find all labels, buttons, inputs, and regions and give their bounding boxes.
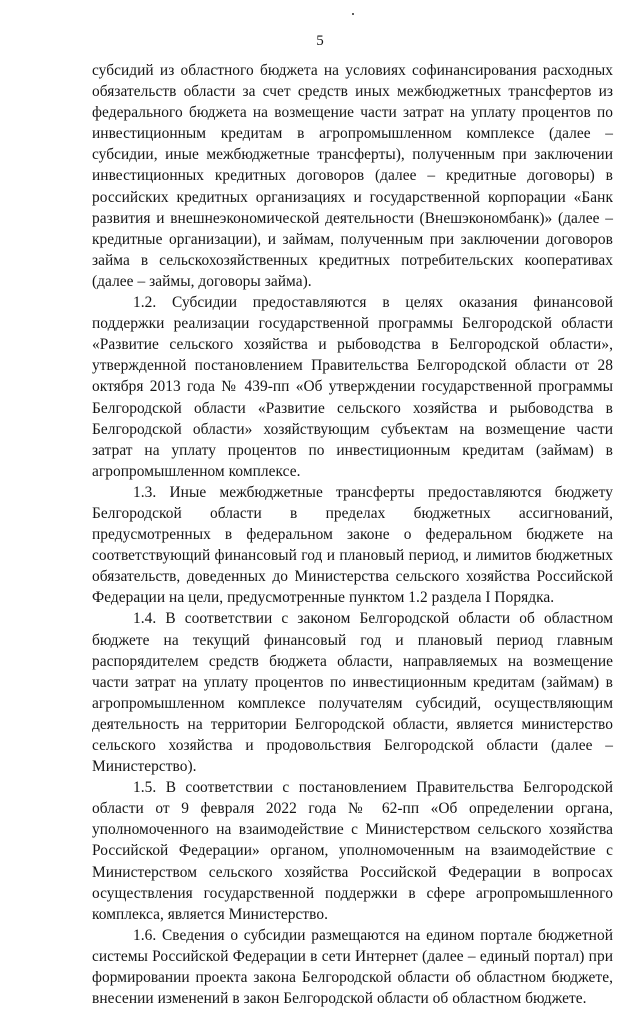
paragraph-1-6: 1.6. Сведения о субсидии размещаются на едином портале бюджетной системы Российской Федерации в сети Интернет (далее – единый портал) при формировании проекта закона Белгородской области об областном бюджете, внесении изменений в закон Белгородской области об областном бюджете. [92,926,613,1008]
scan-speck [352,13,354,15]
paragraph-1-2: 1.2. Субсидии предоставляются в целях оказания финансовой поддержки реализации государственной программы Белгородской области «Развитие сельского хозяйства и рыбоводства в Белгородской области», утвержденной постановлением Правительства Белгородской области от 28 октября 2013 года № 439-пп «Об утверждении государственной программы Белгородской области «Развитие сельского хозяйства и рыбоводства в Белгородской области» хозяйствующим субъектам на возмещение части затрат на уплату процентов по инвестиционным кредитам (займам) в агропромышленном комплексе. [92,294,613,480]
paragraph-1-1-continuation: субсидий из областного бюджета на условиях софинансирования расходных обязательств области за счет средств иных межбюджетных трансфертов из федерального бюджета на возмещение части затрат на уплату процентов по инвестиционным кредитам в агропромышленном комплексе (далее – субсидии, иные межбюджетные трансферты), полученным при заключении инвестиционных кредитных договоров (далее – кредитные договоры) в российских кредитных организациях и государственной корпорации «Банк развития и внешнеэкономической деятельности (Внешэкономбанк)» (далее – кредитные организации), и займам, полученным при заключении договоров займа в сельскохозяйственных кредитных потребительских кооперативах (далее – займы, договоры займа). [92,62,613,290]
paragraph-1-5: 1.5. В соответствии с постановлением Правительства Белгородской области от 9 февраля 2022 года № 62-пп «Об определении органа, уполномоченного на взаимодействие с Министерством сельского хозяйства Российской Федерации» органом, уполномоченным на взаимодействие с Министерством сельского хозяйства Российской Федерации в вопросах осуществления государственной поддержки в сфере агропромышленного комплекса, является Министерство. [92,779,613,923]
paragraph-1-4: 1.4. В соответствии с законом Белгородской области об областном бюджете на текущий финансовый год и плановый период главным распорядителем средств бюджета области, направляемых на возмещение части затрат на уплату процентов по инвестиционным кредитам (займам) в агропромышленном комплексе получателям субсидий, осуществляющим деятельность на территории Белгородской области, является министерство сельского хозяйства и продовольствия Белгородской области (далее – Министерство). [92,610,613,776]
document-body [92,60,613,1009]
page-number: 5 [316,33,324,49]
paragraph-1-3: 1.3. Иные межбюджетные трансферты предоставляются бюджету Белгородской области в пределах бюджетных ассигнований, предусмотренных в федеральном законе о федеральном бюджете на соответствующий финансовый год и плановый период, и лимитов бюджетных обязательств, доведенных до Министерства сельского хозяйства Российской Федерации на цели, предусмотренные пунктом 1.2 раздела I Порядка. [92,483,613,607]
